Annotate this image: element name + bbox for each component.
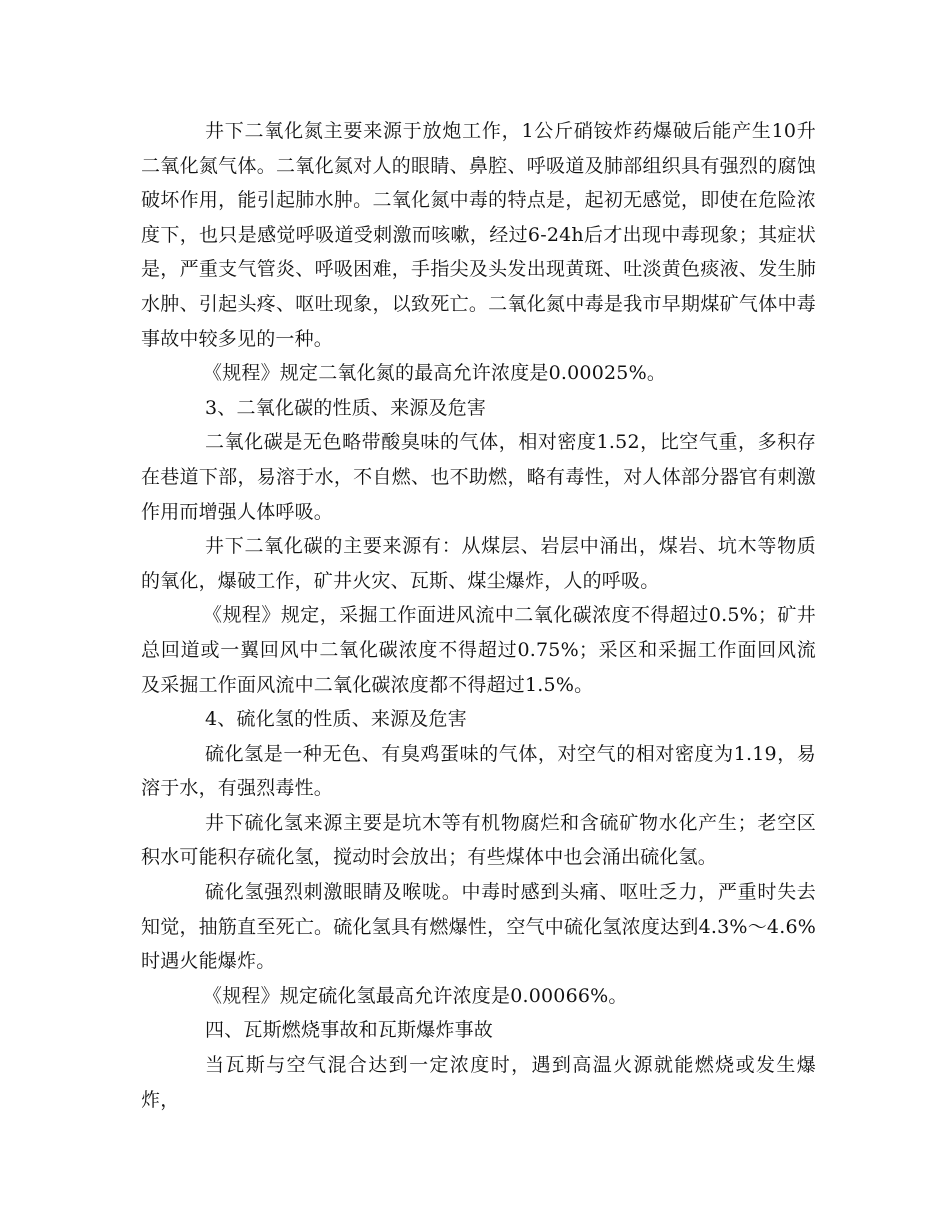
section-heading-gas-explosion: 四、瓦斯燃烧事故和瓦斯爆炸事故 [205,1019,494,1042]
paragraph-h2s-properties: 硫化氢是一种无色、有臭鸡蛋味的气体，对空气的相对密度为1.19，易溶于水，有强烈毒性。 [141,742,816,800]
paragraph-co2-sources: 井下二氧化碳的主要来源有：从煤层、岩层中涌出，煤岩、坑木等物质的氧化，爆破工作，矿井火灾、瓦斯、煤尘爆炸，人的呼吸。 [141,535,816,592]
document-body [141,114,816,1117]
paragraph-h2s-limit: 《规程》规定硫化氢最高允许浓度是0.00066%。 [203,984,628,1007]
paragraph-co2-limit: 《规程》规定，采掘工作面进风流中二氧化碳浓度不得超过0.5%；矿井总回道或一翼回风中二氧化碳浓度不得超过0.75%；采区和采掘工作面回风流及采掘工作面风流中二氧化碳浓度都不得超过1.5%。 [141,604,816,696]
paragraph-co2-properties: 二氧化碳是无色略带酸臭味的气体，相对密度1.52，比空气重，多积存在巷道下部，易溶于水，不自燃、也不助燃，略有毒性，对人体部分器官有刺激作用而增强人体呼吸。 [141,431,816,523]
paragraph-h2s-sources: 井下硫化氢来源主要是坑木等有机物腐烂和含硫矿物水化产生；老空区积水可能积存硫化氢，搅动时会放出；有些煤体中也会涌出硫化氢。 [141,811,816,869]
paragraph-no2-source: 井下二氧化氮主要来源于放炮工作，1公斤硝铵炸药爆破后能产生10升二氧化氮气体。二氧化氮对人的眼睛、鼻腔、呼吸道及肺部组织具有强烈的腐蚀破坏作用，能引起肺水肿。二氧化氮中毒的特点是，起初无感觉，即使在危险浓度下，也只是感觉呼吸道受刺激而咳嗽，经过6-24h后才出现中毒现象；其症状是，严重支气管炎、呼吸困难，手指尖及头发出现黄斑、吐淡黄色痰液、发生肺水肿、引起头疼、呕吐现象，以致死亡。二氧化氮中毒是我市早期煤矿气体中毒事故中较多见的一种。 [141,120,816,350]
section-heading-h2s: 4、硫化氢的性质、来源及危害 [205,708,467,731]
section-heading-co2: 3、二氧化碳的性质、来源及危害 [205,396,487,419]
paragraph-gas-explosion-intro: 当瓦斯与空气混合达到一定浓度时，遇到高温火源就能燃烧或发生爆炸， [141,1054,816,1111]
paragraph-h2s-hazards: 硫化氢强烈刺激眼睛及喉咙。中毒时感到头痛、呕吐乏力，严重时失去知觉，抽筋直至死亡。硫化氢具有燃爆性，空气中硫化氢浓度达到4.3%～4.6%时遇火能爆炸。 [141,881,816,973]
paragraph-no2-limit: 《规程》规定二氧化氮的最高允许浓度是0.00025%。 [203,362,667,385]
